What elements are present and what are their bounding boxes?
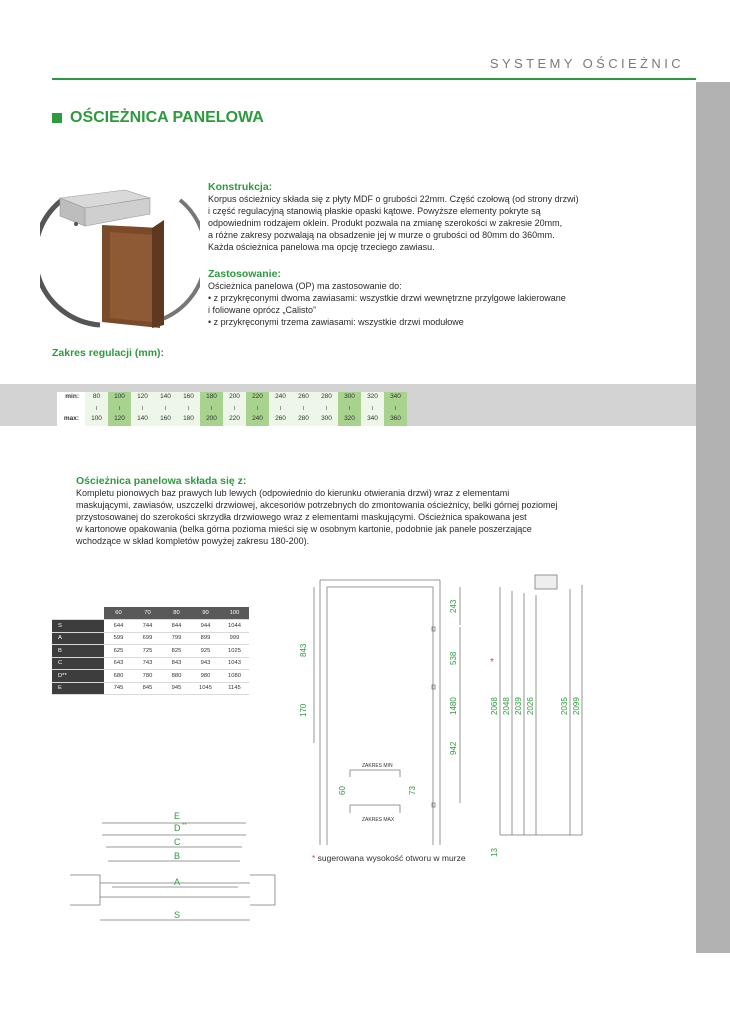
range-min-value: 340 [384,392,407,404]
table-cell: 1145 [220,682,249,695]
table-cell: 925 [191,645,220,658]
range-min-value: 220 [246,392,269,404]
range-max-value: 320 [338,414,361,426]
table-cell: 1025 [220,645,249,658]
table-cell: 625 [104,645,133,658]
range-tick-label [57,404,85,414]
table-cell: 744 [133,620,162,633]
range-min-value: 200 [223,392,246,404]
range-tick: I [223,404,246,414]
sklad-line: wchodzące w skład kompletów powyżej zakresu 180-200). [76,536,310,546]
table-column-header: 100 [220,607,249,620]
star-marker: * [490,657,494,668]
table-cell: 1080 [220,670,249,683]
dim-label: 73 [408,786,417,795]
table-cell: 643 [104,657,133,670]
konstrukcja-line: Każda ościeżnica panelowa ma opcję trzeciego zawiasu. [208,242,435,252]
sklad-heading: Ościeżnica panelowa składa się z: [76,475,247,487]
dim-label: 243 [449,599,458,613]
range-min-value: 180 [200,392,223,404]
table-column-header: 90 [191,607,220,620]
range-min-value: 140 [154,392,177,404]
title-square-icon [52,113,62,123]
dim-label: 1480 [449,697,458,715]
sklad-line: przystosowanej do szerokości skrzydła drzwiowego wraz z elementami maskującymi. Ościeżnica spakowana jest [76,512,527,522]
table-cell: 945 [162,682,191,695]
range-tick: I [338,404,361,414]
range-min-value: 280 [315,392,338,404]
range-min-value: 300 [338,392,361,404]
range-tick: I [384,404,407,414]
table-cell: 880 [162,670,191,683]
dim-label: 2099 [572,697,581,715]
range-max-value: 120 [108,414,131,426]
table-row-label: D** [52,670,104,683]
table-row-label: A [52,632,104,645]
table-cell: 1043 [220,657,249,670]
table-cell: 745 [104,682,133,695]
range-tick: I [108,404,131,414]
range-table [57,392,407,426]
range-tick: I [361,404,384,414]
range-tick: I [315,404,338,414]
table-cell: 743 [133,657,162,670]
range-max-value: 260 [269,414,292,426]
table-row-label: S [52,620,104,633]
sklad-line: Kompletu pionowych baz prawych lub lewych (odpowiednio do kierunku otwierania drzwi) wraz z elementami [76,488,510,498]
dim-label: 942 [449,741,458,755]
sklad-section [76,475,594,547]
range-tick: I [131,404,154,414]
technical-drawing [60,565,620,945]
dim-label: 843 [299,643,308,657]
dim-label: 170 [299,703,308,717]
table-cell: 1044 [220,620,249,633]
zakres-min-label: ZAKRES MIN [362,763,393,769]
range-tick: I [177,404,200,414]
range-min-value: 240 [269,392,292,404]
plan-label-a: A [174,877,181,887]
range-tick: I [85,404,108,414]
range-min-value: 160 [177,392,200,404]
table-row-label: B [52,645,104,658]
dim-label: 2039 [514,697,523,715]
range-min-label: min: [57,392,85,404]
range-tick: I [292,404,315,414]
table-cell: 1045 [191,682,220,695]
dim-label: 2026 [526,697,535,715]
table-row-label: E [52,682,104,695]
zastosowanie-line: • z przykręconymi dwoma zawiasami: wszystkie drzwi wewnętrzne przylgowe lakierowane [208,293,566,303]
konstrukcja-line: Korpus ościeżnicy składa się z płyty MDF o grubości 22mm. Część czołową (od strony drzwi) [208,194,579,204]
table-cell: 725 [133,645,162,658]
table-cell: 980 [191,670,220,683]
sklad-line: w kartonowe opakowania (belka górna pozioma mieści się w osobnym kartonie, podobnie jak panele poszerzające [76,524,532,534]
table-column-header: 80 [162,607,191,620]
table-cell: 843 [162,657,191,670]
range-max-value: 360 [384,414,407,426]
main-title-text: OŚCIEŻNICA PANELOWA [70,109,264,126]
dim-label: 2048 [502,697,511,715]
table-cell: 899 [191,632,220,645]
range-tick: I [269,404,292,414]
zastosowanie-section [208,268,600,328]
main-title [52,109,264,127]
plan-label-c: C [174,837,181,847]
zastosowanie-line: • z przykręconymi trzema zawiasami: wszystkie drzwi modułowe [208,317,464,327]
range-max-value: 340 [361,414,384,426]
range-max-value: 300 [315,414,338,426]
table-cell: 999 [220,632,249,645]
konstrukcja-line: a różne zakresy pozwalają na obsadzenie jej w murze o grubości od 80mm do 360mm. [208,230,555,240]
range-max-label: max: [57,414,85,426]
range-max-value: 160 [154,414,177,426]
table-cell: 599 [104,632,133,645]
range-tick: I [246,404,269,414]
konstrukcja-line: odpowiednim rodzajem oklein. Produkt pozwala na zmianę szerokości w zakresie 20mm, [208,218,563,228]
footnote [312,853,466,863]
range-min-value: 320 [361,392,384,404]
table-cell: 699 [133,632,162,645]
range-tick: I [154,404,177,414]
plan-label-d-star: ** [182,823,187,829]
range-max-value: 100 [85,414,108,426]
konstrukcja-line: i część regulacyjną stanowią płaskie opaski kątowe. Powyższe elementy pokryte są [208,206,541,216]
plan-label-d: D [174,823,181,833]
konstrukcja-heading: Konstrukcja: [208,181,273,193]
range-tick: I [200,404,223,414]
plan-label-e: E [174,811,181,821]
zakres-max-label: ZAKRES MAX [362,817,395,823]
table-cell: 944 [191,620,220,633]
table-cell: 845 [133,682,162,695]
range-max-value: 240 [246,414,269,426]
table-cell: 799 [162,632,191,645]
zastosowanie-line: Ościeżnica panelowa (OP) ma zastosowanie do: [208,281,402,291]
range-max-value: 140 [131,414,154,426]
dim-label: 538 [449,651,458,665]
plan-label-s: S [174,910,181,920]
dim-label: 60 [338,786,347,795]
range-max-value: 280 [292,414,315,426]
table-column-header: 60 [104,607,133,620]
header-rule [52,78,696,80]
table-row-label: C [52,657,104,670]
table-cell: 825 [162,645,191,658]
range-max-value: 180 [177,414,200,426]
table-cell: 844 [162,620,191,633]
dim-label: 2068 [490,697,499,715]
zastosowanie-heading: Zastosowanie: [208,268,281,280]
footnote-star: * [312,853,316,863]
zastosowanie-line: i foliowane oprócz „Calisto” [208,305,317,315]
table-cell: 943 [191,657,220,670]
footnote-text: sugerowana wysokość otworu w murze [315,853,466,863]
table-cell: 644 [104,620,133,633]
range-max-value: 220 [223,414,246,426]
dim-label: 13 [490,848,499,857]
range-min-value: 120 [131,392,154,404]
section-title: SYSTEMY OŚCIEŻNIC [489,56,684,71]
table-cell: 780 [133,670,162,683]
dim-label: 2035 [560,697,569,715]
range-max-value: 200 [200,414,223,426]
plan-label-b: B [174,851,181,861]
frame-product-image [40,180,200,330]
range-min-value: 80 [85,392,108,404]
range-min-value: 260 [292,392,315,404]
side-band [696,82,730,953]
sklad-line: maskującymi, zawiasów, uszczelki drzwiowej, akcesoriów potrzebnych do zmontowania ościeżnicy, belki górnej poziomej [76,500,558,510]
zakres-heading: Zakres regulacji (mm): [52,347,165,359]
konstrukcja-section [208,181,600,253]
table-column-header: 70 [133,607,162,620]
range-min-value: 100 [108,392,131,404]
table-cell: 680 [104,670,133,683]
